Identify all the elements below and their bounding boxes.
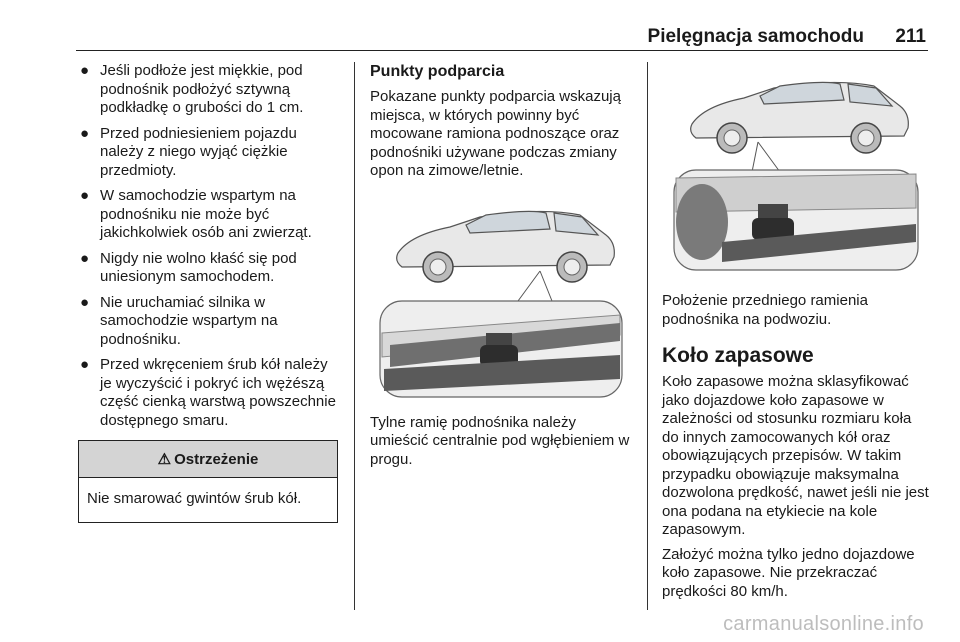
bullet-icon: ● bbox=[80, 293, 90, 311]
page-number: 211 bbox=[895, 26, 926, 47]
safety-bullet-list bbox=[78, 62, 340, 430]
jacking-points-intro: Pokazane punkty podparcia wskazują miejsca, w których powinny być mocowane ramiona podnoszące oraz podnośniki używane podczas zmiany opon na zimowe/letnie. bbox=[370, 88, 621, 179]
front-jacking-point-illustration bbox=[662, 62, 924, 274]
spare-wheel-paragraph-2: Założyć można tylko jedno dojazdowe koło zapasowe. Nie przekraczać prędkości 80 km/h. bbox=[662, 545, 915, 600]
warning-title: Ostrzeżenie bbox=[174, 450, 259, 468]
bullet-icon: ● bbox=[80, 62, 90, 79]
warning-box bbox=[78, 440, 338, 523]
column-3 bbox=[662, 62, 930, 607]
column-2 bbox=[370, 62, 632, 475]
warning-header bbox=[79, 441, 337, 478]
rear-jack-caption: Tylne ramię podnośnika należy umieścić centralnie pod wgłębieniem w progu. bbox=[370, 413, 630, 468]
bullet-icon: ● bbox=[80, 249, 90, 267]
spare-wheel-paragraph-1: Koło zapasowe można sklasyfikować jako dojazdowe koło zapasowe w zależności od stosunku rozmiaru koła do innych zamocowanych kół oraz obowiązujących przepisów. W takim przypadku obowiązuje maksymalna dozwolona prędkość, nawet jeśli nie jest ona podana na etykiecie na kole zapasowym. bbox=[662, 373, 929, 538]
list-item: ● Przed podniesieniem pojazdu należy z niego wyjąć ciężkie przedmioty. bbox=[80, 124, 297, 179]
bullet-icon: ● bbox=[80, 124, 90, 142]
page-header bbox=[76, 22, 928, 51]
spare-wheel-heading: Koło zapasowe bbox=[662, 344, 814, 367]
column-1 bbox=[78, 62, 340, 523]
warning-triangle-icon: ⚠ bbox=[157, 451, 172, 468]
column-divider-right bbox=[647, 62, 648, 610]
bullet-icon: ● bbox=[80, 356, 90, 373]
warning-text: Nie smarować gwintów śrub kół. bbox=[87, 490, 302, 507]
list-item: ● Nigdy nie wolno kłaść się pod uniesionym samochodem. bbox=[80, 249, 297, 285]
jacking-points-heading: Punkty podparcia bbox=[370, 63, 505, 80]
list-item: ● W samochodzie wspartym na podnośniku nie może być jakichkolwiek osób ani zwierząt. bbox=[80, 187, 312, 241]
page-title: Pielęgnacja samochodu bbox=[647, 26, 864, 47]
list-item: ● Nie uruchamiać silnika w samochodzie wspartym na podnośniku. bbox=[80, 293, 278, 348]
watermark: carmanualsonline.info bbox=[723, 613, 924, 635]
list-item: ● Jeśli podłoże jest miękkie, pod podnośnik podłożyć sztywną podkładkę o grubości do 1 cm. bbox=[80, 62, 304, 116]
column-divider-left bbox=[354, 62, 355, 610]
bullet-icon: ● bbox=[80, 187, 90, 204]
list-item: ● Przed wkręceniem śrub kół należy je wyczyścić i pokryć ich wężészą część cienką warstwą powszechnie dostępnego smaru. bbox=[80, 356, 336, 429]
front-jack-caption: Położenie przedniego ramienia podnośnika na podwoziu. bbox=[662, 292, 868, 328]
rear-jacking-point-illustration bbox=[370, 195, 632, 400]
